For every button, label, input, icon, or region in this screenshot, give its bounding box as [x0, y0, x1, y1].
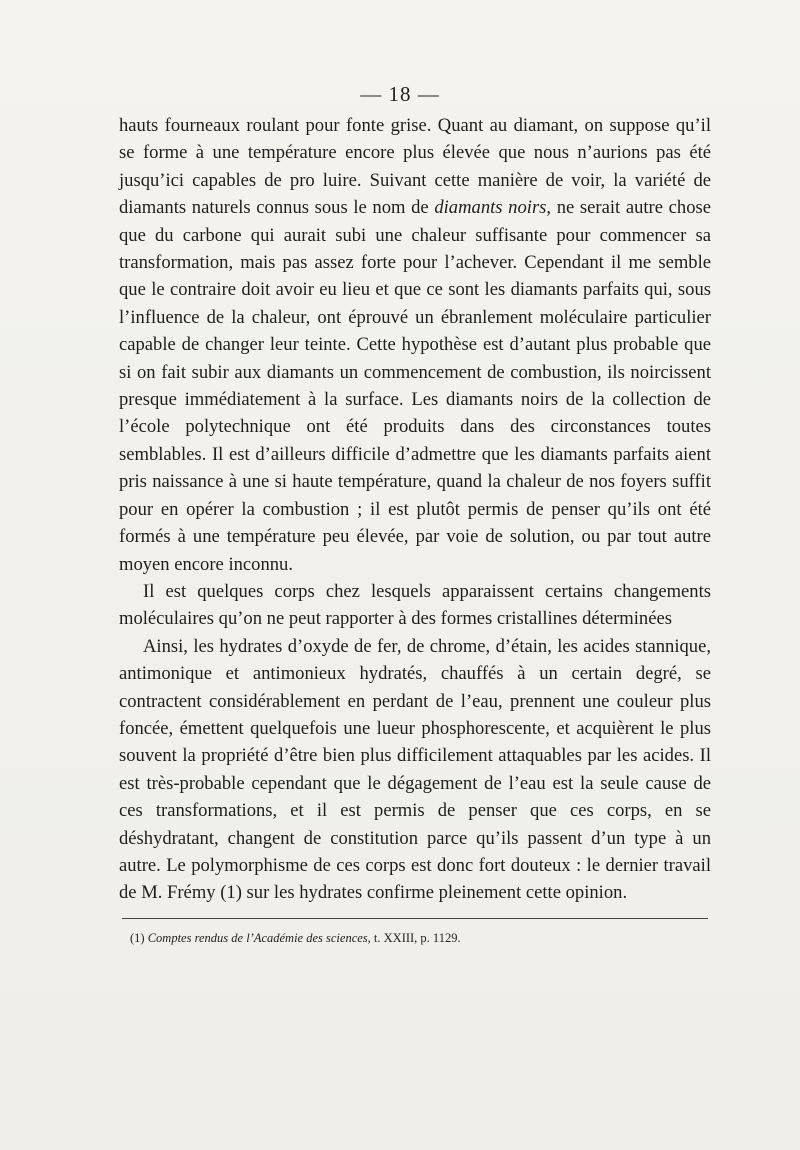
page-number: — 18 — [360, 82, 440, 106]
footnote-divider [122, 918, 708, 919]
italic-term-diamants-noirs: diamants noirs [434, 197, 547, 219]
footnote-reference: , t. XXIII, p. 1129. [367, 931, 461, 945]
paragraph-1-start: hauts fourneaux roulant pour fonte grise. Quant au diamant, on suppose qu’il se forme à une température encore plus élevée que nous n’aurions pas été jusqu’ici capables de pro luire. Suivant cette manière de voir, la variété de diamants naturels connus sous le nom de [119, 115, 711, 219]
footnote-marker: (1) [130, 931, 148, 945]
paragraph-1-rest: , ne serait autre chose que du carbone qui aurait subi une chaleur suffisante pour commencer sa transformation, mais pas assez forte pour l’achever. Cependant il me semble que le contraire doit avoir eu lieu et que ce sont les diamants parfaits qui, sous l’influence de la chaleur, ont éprouvé un ébranlement moléculaire particulier capable de changer leur teinte. Cette hypothèse est d’autant plus probable que si on fait subir aux diamants un commencement de combustion, ils noircissent presque immédiatement à la surface. Les diamants noirs de la collection de l’école polytechnique ont été produits dans des circonstances toutes semblables. Il est d’ailleurs difficile d’admettre que les diamants parfaits aient pris naissance à une si haute température, quand la chaleur de nos foyers suffit pour en opérer la combustion ; il est plutôt permis de penser qu’ils ont été formés à une température peu élevée, par voie de solution, ou par tout autre moyen encore inconnu. [119, 197, 711, 575]
main-text [119, 112, 711, 907]
paragraph-2: Il est quelques corps chez lesquels apparaissent certains changements moléculaires qu’on ne peut rapporter à des formes cristallines déterminées [119, 580, 711, 630]
paragraph-1 [119, 112, 711, 578]
footnote [130, 930, 710, 946]
footnote-source-title: Comptes rendus de l’Académie des sciences [147, 931, 368, 945]
paragraph-3: Ainsi, les hydrates d’oxyde de fer, de chrome, d’étain, les acides stannique, antimonique et antimonieux hydratés, chauffés à un certain degré, se contractent considérablement en perdant de l’eau, prennent une couleur plus foncée, émettent quelquefois une lueur phosphorescente, et acquièrent le plus souvent la propriété d’être bien plus difficilement attaquables par les acides. Il est très-probable cependant que le dégagement de l’eau est la seule cause de ces transformations, et il est permis de penser que ces corps, en se déshydratant, changent de constitution parce qu’ils passent d’un type à un autre. Le polymorphisme de ces corps est donc fort douteux : le dernier travail de M. Frémy (1) sur les hydrates confirme pleinement cette opinion. [119, 635, 711, 904]
